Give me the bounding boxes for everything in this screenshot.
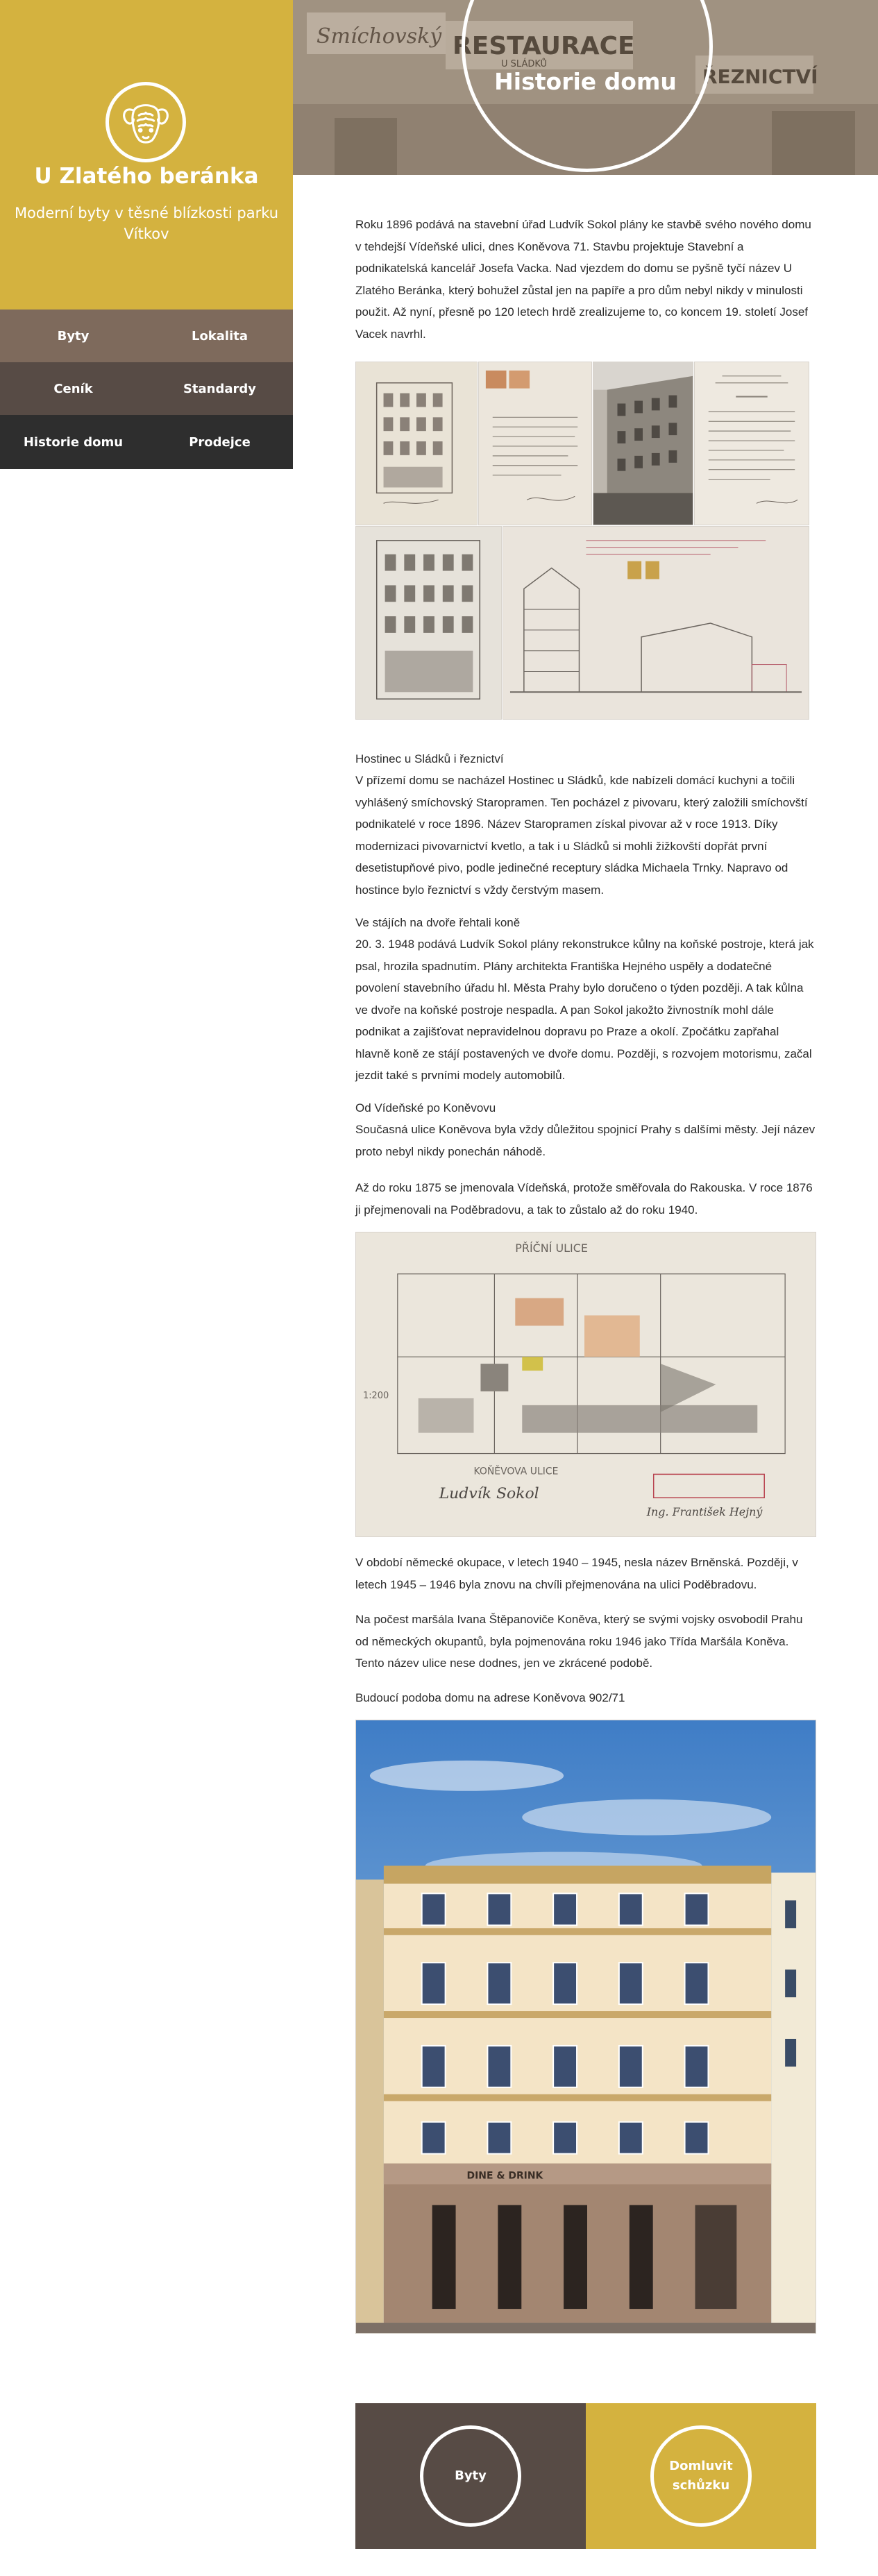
permit-document-image [695, 362, 809, 525]
section-text-konev: Na počest maršála Ivana Štěpanoviče Koněva, který se svými vojsky osvobodil Prahu od německých okupantů, byla pojmenována roku 1946 jako Třída Maršála Koněva. Tento název ulice nese dodnes, jen ve zkrácené podobě. [355, 1613, 803, 1670]
sidebar [0, 0, 293, 469]
brand-title: U Zlatého beránka [34, 164, 259, 189]
building-rendering-image[interactable] [355, 1720, 816, 2334]
section-text-stajich: 20. 3. 1948 podává Ludvík Sokol plány rekonstrukce kůlny na koňské postroje, která jak psal, hrozila spadnutím. Plány architekta Františka Hejného uspěly a dodatečné povolení stavebního úřadu hl. Města Prahy bylo doručeno o týden později. A tak kůlna ve dvoře na koňské postroje nespadla. A pan Sokol jakožto živnostník mohl dále podnikat a zajišťovat nepravidelnou dopravu po Praze a okolí. Zpočátku zapřahal hlavně koně ze stájí postavených ve dvoře domu. Později, s rozvojem motorismu, začal jezdit také s prvními modely automobilů. [355, 938, 814, 1082]
sign-reznictvi: ŘEZNICTVÍ [702, 65, 818, 88]
facade-drawing-image [356, 362, 477, 525]
site-plan-drawing [356, 1232, 816, 1536]
street-photo-image [593, 362, 693, 525]
section-text-videnske: Současná ulice Koněvova byla vždy důležitou spojnicí Prahy s dalšími městy. Její název proto nebyl nikdy ponechán náhodě. [355, 1123, 816, 1158]
section-heading-stajich: Ve stájích na dvoře řehtali koně [355, 916, 521, 929]
plan-header: PŘÍČNÍ ULICE [515, 1241, 588, 1255]
nav-item-historie-domu[interactable]: Historie domu [0, 415, 146, 469]
future-caption: Budoucí podoba domu na adrese Koněvova 902/71 [355, 1691, 625, 1704]
future-building-rendering [356, 1720, 816, 2333]
gallery-image-street-photo[interactable] [593, 362, 693, 525]
hero-banner [293, 0, 878, 175]
cta-schuzka-button[interactable] [586, 2403, 816, 2549]
cta-schuzka-label: Domluvit schůzku [650, 2425, 752, 2527]
main-nav [0, 310, 293, 469]
nav-item-prodejce[interactable]: Prodejce [146, 415, 293, 469]
shop-sign: DINE & DRINK [466, 2170, 543, 2182]
gallery-image-facade-drawing[interactable] [355, 362, 478, 525]
intro-text: Roku 1896 podává na stavební úřad Ludvík Sokol plány ke stavbě svého nového domu v tehdejší Vídeňské ulici, dnes Koněvova 71. Stavbu projektuje Stavební a podnikatelská kancelář Josefa Vacka. Nad vjezdem do domu se pyšně tyčí název U Zlatého Beránka, který bohužel zůstal jen na papíře a pro dům nebyl nikdy v minulosti použit. Až nyní, přesně po 120 letech hrdě zrealizujeme to, co koncem 19. století Josef Vacek navrhl. [355, 218, 811, 341]
gallery-image-section-drawing[interactable] [503, 526, 809, 720]
section-heading-videnske: Od Vídeňské po Koněvovu [355, 1101, 496, 1115]
section-drawing-image [503, 527, 809, 719]
plan-scale: 1:200 [362, 1390, 389, 1401]
ram-head-icon [119, 95, 173, 149]
cta-byty-label: Byty [420, 2425, 521, 2527]
section-text-videnske-2: Až do roku 1875 se jmenovala Vídeňská, protože směřovala do Rakouska. V roce 1876 ji přejmenovali na Poděbradovu, a tak to zůstalo až do roku 1940. [355, 1181, 813, 1217]
plan-signature: Ludvík Sokol [439, 1485, 539, 1503]
site-plan-image[interactable] [355, 1232, 816, 1537]
plan-street: KOŇĚVOVA ULICE [473, 1466, 559, 1477]
brand-subtitle: Moderní byty v těsné blízkosti parku Vítkov [14, 205, 279, 242]
section-text-occupation: V období německé okupace, v letech 1940 – 1945, nesla název Brněnská. Později, v letech 1945 – 1946 byla znovu na chvíli přejmenována na ulici Poděbradovu. [355, 1556, 798, 1591]
sign-u-sladku: U SLÁDKŮ [501, 59, 548, 69]
sign-smichovsky: Smíchovský [316, 24, 442, 49]
logo[interactable] [105, 82, 186, 162]
section-text-hostinec: V přízemí domu se nacházel Hostinec u Sládků, kde nabízeli domácí kuchyni a točili vyhlášený smíchovský Staropramen. Ten pocházel z pivovaru, který založili smíchovští podnikatelé v roce 1896. Název Staropramen získal pivovar až v roce 1913. Díky modernizaci pivovarnictví kvetlo, a tak i u Sládků si mohli žižkovští dopřát první desetistupňové pivo, podle jedinečné receptury sládka Michaela Trnky. Napravo od hostince bylo řeznictví s vždy čerstvým masem. [355, 774, 808, 897]
plan-stamp: Ing. František Hejný [646, 1505, 763, 1519]
letter-image [479, 362, 591, 525]
gallery-image-letter[interactable] [478, 362, 592, 525]
front-elevation-image [356, 527, 501, 719]
nav-item-cenik[interactable]: Ceník [0, 362, 146, 415]
section-heading-hostinec: Hostinec u Sládků i řeznictví [355, 752, 504, 765]
gallery-image-front-elevation[interactable] [355, 526, 502, 720]
brand-panel [0, 0, 293, 310]
nav-item-standardy[interactable]: Standardy [146, 362, 293, 415]
cta-section [355, 2403, 816, 2549]
nav-item-byty[interactable]: Byty [0, 310, 146, 362]
page-title: Historie domu [494, 68, 677, 95]
cta-byty-button[interactable] [355, 2403, 586, 2549]
nav-item-lokalita[interactable]: Lokalita [146, 310, 293, 362]
gallery-image-permit-document[interactable] [694, 362, 809, 525]
sign-restaurace: RESTAURACE [453, 32, 635, 60]
